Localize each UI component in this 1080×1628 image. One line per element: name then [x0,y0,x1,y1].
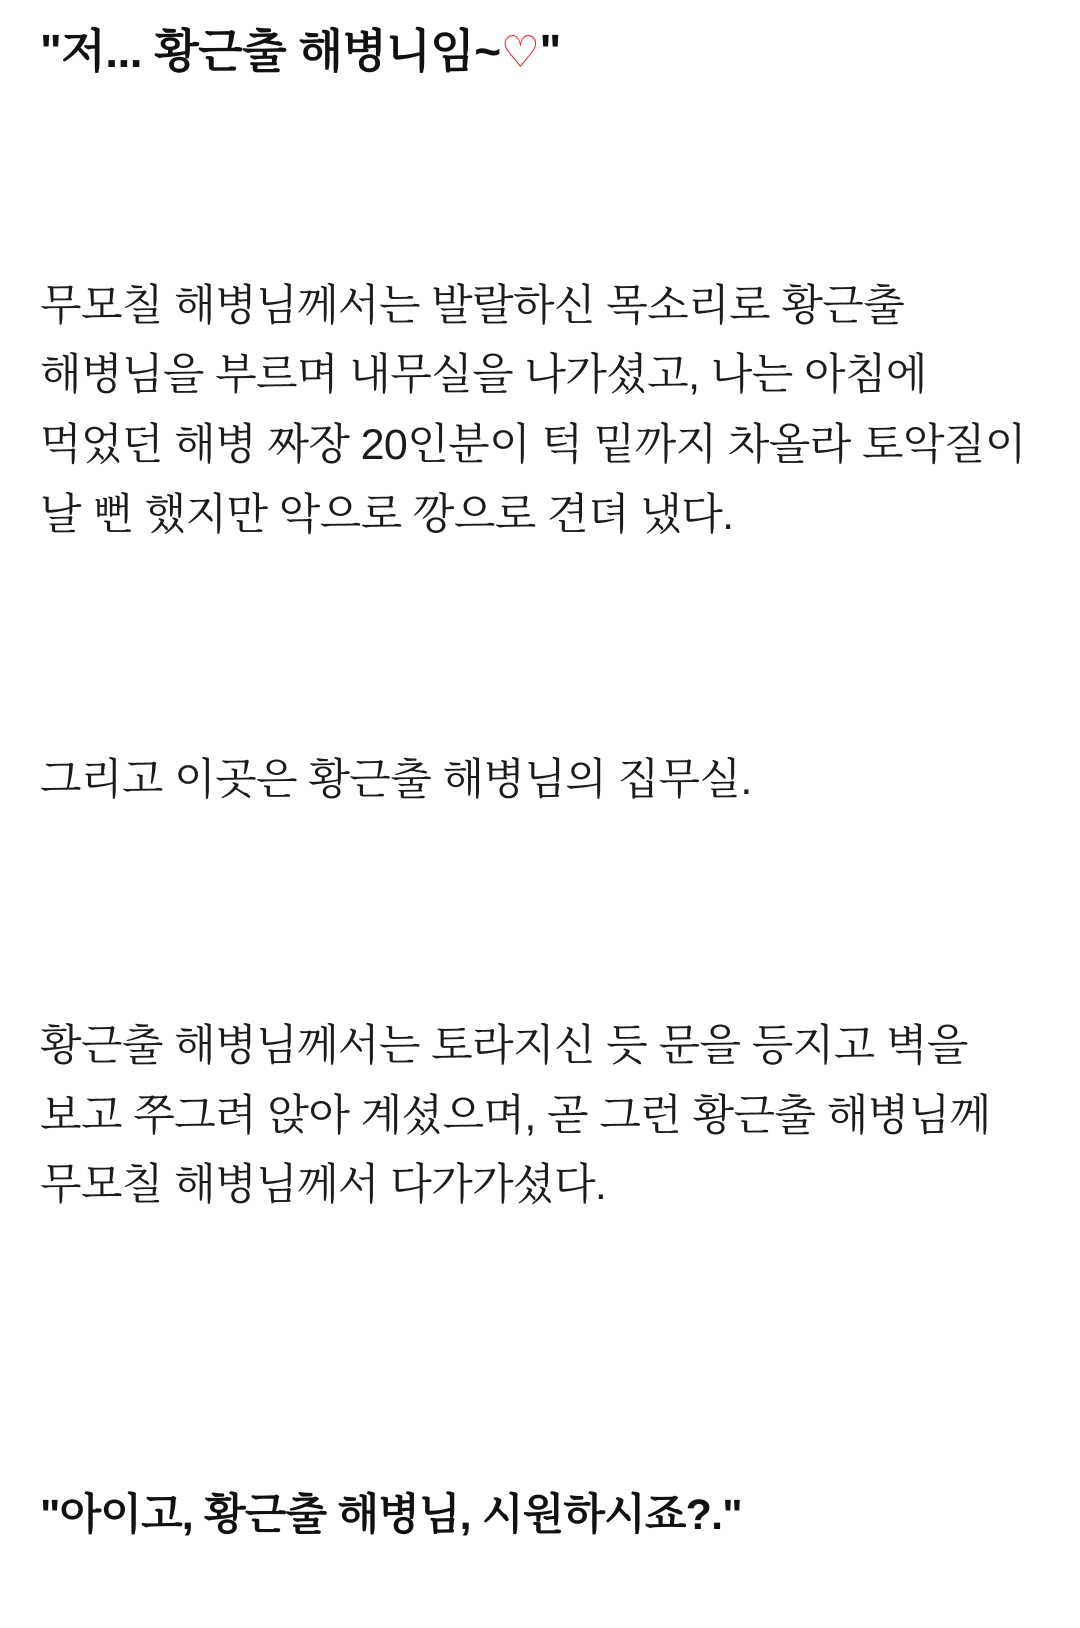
page-title-suffix: " [539,25,561,77]
page-title-prefix: "저... 황근출 해병니임~ [40,25,501,77]
heart-icon: ♡ [500,28,540,77]
page-title [40,12,1040,82]
paragraph-3: 황근출 해병님께서는 토라지신 듯 문을 등지고 벽을 보고 쭈그려 앉아 계셨으며, 곧 그런 황근출 해병님께 무모칠 해병님께서 다가가셨다. [40,1022,991,1210]
paragraph-2: 그리고 이곳은 황근출 해병님의 집무실. [40,756,752,805]
closing-quote: "아이고, 황근출 해병님, 시원하시죠?." [40,1491,742,1540]
paragraph-1: 무모칠 해병님께서는 발랄하신 목소리로 황근출 해병님을 부르며 내무실을 나가셨고, 나는 아침에 먹었던 해병 짜장 20인분이 턱 밑까지 차올라 토악질이 날 뻔 했지만 악으로 깡으로 견뎌 냈다. [40,281,1026,539]
